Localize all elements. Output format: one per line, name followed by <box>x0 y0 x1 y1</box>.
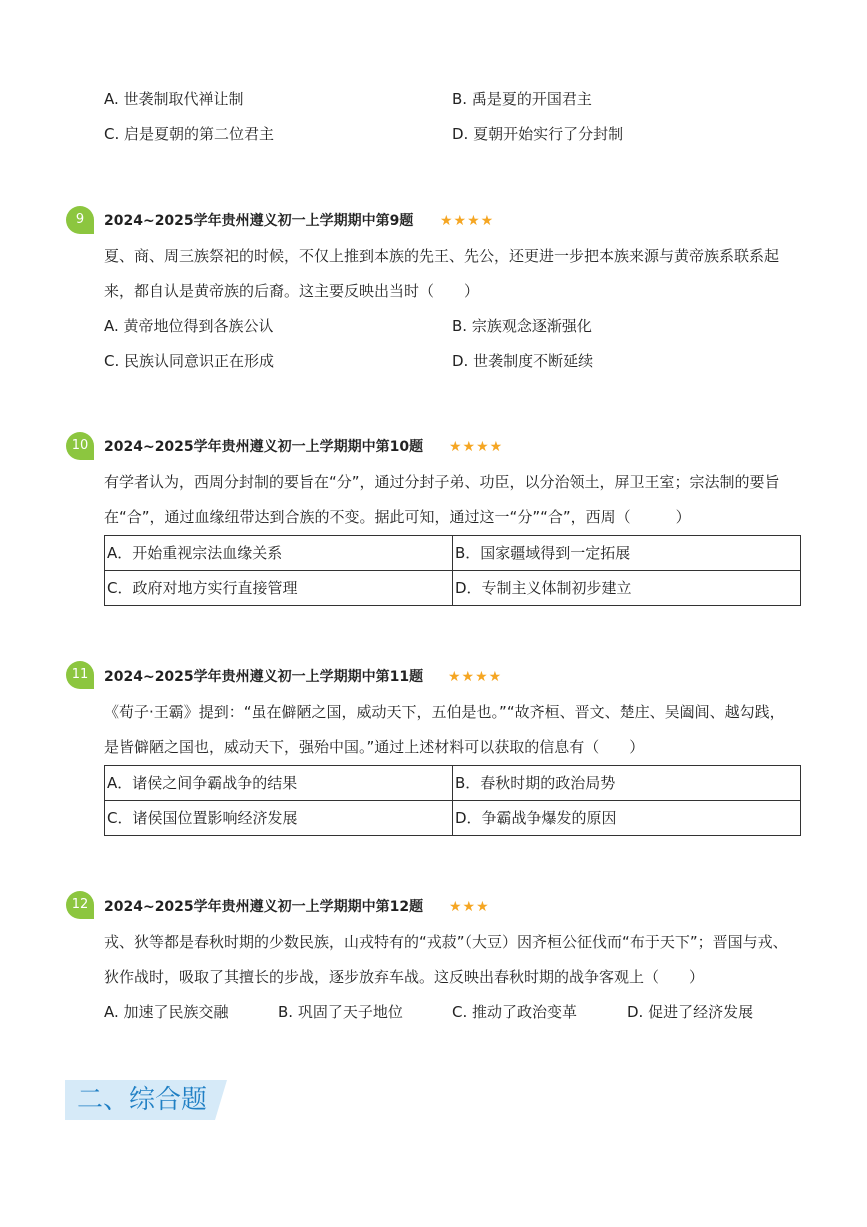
q10-option-b[interactable]: B．国家疆域得到一定拓展 <box>453 536 801 571</box>
q11-option-d[interactable]: D．争霸战争爆发的原因 <box>453 801 801 836</box>
q9-option-b[interactable]: B. 宗族观念逐渐强化 <box>452 317 592 335</box>
q8-option-d[interactable]: D. 夏朝开始实行了分封制 <box>452 125 624 143</box>
q12-option-b[interactable]: B. 巩固了天子地位 <box>278 1003 403 1021</box>
q8-option-c[interactable]: C. 启是夏朝的第二位君主 <box>104 125 275 143</box>
q8-option-b[interactable]: B. 禹是夏的开国君主 <box>452 90 592 108</box>
q8-option-a[interactable]: A. 世袭制取代禅让制 <box>104 90 244 108</box>
question-number-badge: 11 <box>66 661 94 689</box>
q9-option-d[interactable]: D. 世袭制度不断延续 <box>452 352 594 370</box>
options-table <box>104 765 801 836</box>
question-number-badge: 10 <box>66 432 94 460</box>
question-title: 2024~2025学年贵州遵义初一上学期期中第12题 <box>104 899 424 915</box>
q11-option-b[interactable]: B．春秋时期的政治局势 <box>453 766 801 801</box>
section-title: 二、综合题 <box>77 1085 208 1115</box>
q12-option-d[interactable]: D. 促进了经济发展 <box>627 1003 754 1021</box>
section-header-tip <box>215 1080 227 1120</box>
question-number-badge: 12 <box>66 891 94 919</box>
difficulty-stars: ★★★ <box>449 899 490 915</box>
difficulty-stars: ★★★★ <box>448 669 503 685</box>
difficulty-stars: ★★★★ <box>449 439 504 455</box>
question-number-badge: 9 <box>66 206 94 234</box>
q11-option-c[interactable]: C．诸侯国位置影响经济发展 <box>105 801 453 836</box>
q11-option-a[interactable]: A．诸侯之间争霸战争的结果 <box>105 766 453 801</box>
question-stem-line-2: 在“合”，通过血缘纽带达到合族的不变。据此可知，通过这一“分”“合”，西周（ ） <box>104 508 691 526</box>
question-stem-line-1: 戎、狄等都是春秋时期的少数民族，山戎特有的“戎菽”（大豆）因齐桓公征伐而“布于天下”；晋国与戎、 <box>104 933 788 951</box>
question-stem-line-1: 《荀子·王霸》提到：“虽在僻陋之国，威动天下，五伯是也。”“故齐桓、晋文、楚庄、吴阖闾、越勾践， <box>104 703 785 721</box>
q10-option-a[interactable]: A．开始重视宗法血缘关系 <box>105 536 453 571</box>
q10-option-c[interactable]: C．政府对地方实行直接管理 <box>105 571 453 606</box>
q12-option-a[interactable]: A. 加速了民族交融 <box>104 1003 229 1021</box>
options-table <box>104 535 801 606</box>
question-stem-line-2: 狄作战时，吸取了其擅长的步战，逐步放弃车战。这反映出春秋时期的战争客观上（ ） <box>104 968 705 986</box>
question-stem-line-2: 是皆僻陋之国也，威动天下，强殆中国。”通过上述材料可以获取的信息有（ ） <box>104 738 645 756</box>
question-stem-line-1: 夏、商、周三族祭祀的时候，不仅上推到本族的先王、先公，还更进一步把本族来源与黄帝族系联系起 <box>104 247 780 265</box>
question-stem-line-2: 来，都自认是黄帝族的后裔。这主要反映出当时（ ） <box>104 282 480 300</box>
difficulty-stars: ★★★★ <box>440 213 495 229</box>
q12-option-c[interactable]: C. 推动了政治变革 <box>452 1003 578 1021</box>
question-title: 2024~2025学年贵州遵义初一上学期期中第11题 <box>104 669 424 685</box>
question-stem-line-1: 有学者认为，西周分封制的要旨在“分”，通过分封子弟、功臣，以分治领土，屏卫王室；宗法制的要旨 <box>104 473 780 491</box>
question-title: 2024~2025学年贵州遵义初一上学期期中第9题 <box>104 213 414 229</box>
question-title: 2024~2025学年贵州遵义初一上学期期中第10题 <box>104 439 424 455</box>
q9-option-c[interactable]: C. 民族认同意识正在形成 <box>104 352 275 370</box>
q9-option-a[interactable]: A. 黄帝地位得到各族公认 <box>104 317 274 335</box>
q10-option-d[interactable]: D．专制主义体制初步建立 <box>453 571 801 606</box>
